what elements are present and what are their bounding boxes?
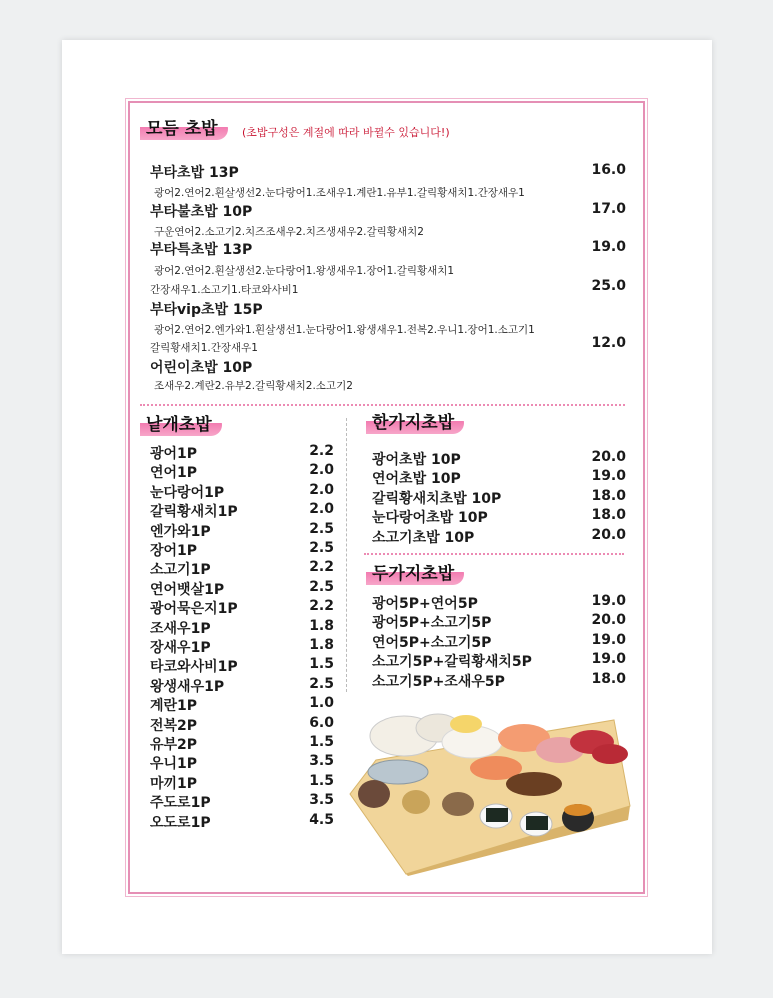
set-item-desc: 광어2.연어2.엔가와1.흰살생선1.눈다랑어1.왕생새우1.전복2.우니1.장어1.소고기1 bbox=[154, 324, 535, 336]
section-divider bbox=[364, 553, 624, 555]
section-divider bbox=[140, 404, 625, 406]
set-item-name: 부타특초밥 13P bbox=[150, 242, 253, 258]
menu-item-price: 20.0 bbox=[591, 526, 626, 543]
menu-item-name: 갈릭황새치1P bbox=[150, 504, 238, 521]
set-item-price: 25.0 bbox=[591, 278, 626, 294]
menu-item-name: 타코와사비1P bbox=[150, 659, 238, 676]
menu-item-price: 19.0 bbox=[591, 651, 626, 668]
menu-item-price: 18.0 bbox=[591, 507, 626, 524]
menu-item-price: 2.2 bbox=[309, 598, 334, 615]
column-divider bbox=[346, 418, 347, 692]
set-item-name: 부타vip초밥 15P bbox=[150, 302, 263, 318]
two-kind-menu-title: 두가지초밥 bbox=[366, 563, 464, 585]
menu-item-price: 6.0 bbox=[309, 714, 334, 731]
menu-item-price: 18.0 bbox=[591, 487, 626, 504]
menu-item-name: 광어5P+소고기5P bbox=[372, 615, 492, 632]
menu-item-price: 1.5 bbox=[309, 656, 334, 673]
set-menu-note: (초밥구성은 계절에 따라 바뀔수 있습니다!) bbox=[242, 126, 450, 139]
menu-item-price: 2.0 bbox=[309, 501, 334, 518]
menu-item-price: 2.5 bbox=[309, 578, 334, 595]
menu-item-price: 2.2 bbox=[309, 559, 334, 576]
set-item-name: 부타초밥 13P bbox=[150, 165, 239, 181]
menu-item-name: 장어1P bbox=[150, 543, 198, 559]
menu-item-price: 19.0 bbox=[591, 631, 626, 648]
set-item-price: 12.0 bbox=[591, 335, 626, 351]
menu-item-price: 2.2 bbox=[309, 443, 334, 459]
menu-item-price: 4.5 bbox=[309, 811, 334, 828]
menu-item-price: 1.5 bbox=[309, 772, 334, 789]
menu-item-name: 갈릭황새치초밥 10P bbox=[372, 490, 502, 507]
menu-item-name: 장새우1P bbox=[150, 640, 211, 656]
menu-item-price: 1.8 bbox=[309, 637, 334, 653]
sushi-platter-illustration bbox=[346, 698, 632, 876]
set-item-price: 19.0 bbox=[591, 239, 626, 255]
menu-item-name: 소고기5P+갈릭황새치5P bbox=[372, 654, 532, 671]
menu-item-name: 광어초밥 10P bbox=[372, 452, 461, 468]
set-item-desc: 광어2.연어2.흰살생선2.눈다랑어1.왕생새우1.장어1.갈릭황새치1 bbox=[154, 265, 455, 277]
menu-item-name: 광어묵은지1P bbox=[150, 601, 238, 618]
set-item-price: 17.0 bbox=[591, 201, 626, 217]
menu-item-name: 연어1P bbox=[150, 465, 198, 482]
menu-item-price: 1.5 bbox=[309, 734, 334, 750]
menu-item-name: 소고기초밥 10P bbox=[372, 529, 475, 546]
menu-item-price: 19.0 bbox=[591, 468, 626, 485]
menu-item-name: 눈다랑어초밥 10P bbox=[372, 510, 488, 527]
menu-item-price: 2.5 bbox=[309, 520, 334, 537]
menu-item-price: 20.0 bbox=[591, 612, 626, 629]
single-menu-title: 낱개초밥 bbox=[140, 414, 222, 436]
menu-item-name: 연어초밥 10P bbox=[372, 471, 461, 488]
set-item-price: 16.0 bbox=[591, 162, 626, 178]
set-item-desc: 간장새우1.소고기1.타코와사비1 bbox=[150, 284, 299, 296]
menu-item-name: 연어뱃살1P bbox=[150, 581, 225, 598]
menu-item-name: 연어5P+소고기5P bbox=[372, 634, 492, 651]
set-item-name: 어린이초밥 10P bbox=[150, 360, 253, 376]
set-item-desc: 갈릭황새치1.간장새우1 bbox=[150, 342, 258, 354]
menu-item-price: 1.0 bbox=[309, 695, 334, 712]
menu-item-price: 2.5 bbox=[309, 540, 334, 556]
menu-item-name: 광어5P+연어5P bbox=[372, 596, 478, 612]
menu-item-name: 조새우1P bbox=[150, 620, 211, 637]
menu-item-price: 18.0 bbox=[591, 670, 626, 687]
menu-item-name: 눈다랑어1P bbox=[150, 484, 225, 501]
menu-item-name: 주도로1P bbox=[150, 795, 211, 812]
menu-item-name: 전복2P bbox=[150, 717, 198, 734]
menu-item-name: 왕생새우1P bbox=[150, 678, 225, 695]
menu-item-price: 2.0 bbox=[309, 481, 334, 498]
set-item-desc: 광어2.연어2.흰살생선2.눈다랑어1.조새우1.계란1.유부1.갈릭황새치1.간장새우1 bbox=[154, 187, 525, 199]
one-kind-menu-title: 한가지초밥 bbox=[366, 412, 464, 434]
menu-item-price: 1.8 bbox=[309, 617, 334, 634]
set-menu-title: 모듬 초밥 bbox=[140, 118, 228, 140]
menu-item-name: 오도로1P bbox=[150, 814, 211, 831]
menu-item-price: 3.5 bbox=[309, 792, 334, 809]
menu-item-price: 2.5 bbox=[309, 675, 334, 692]
set-item-name: 부타불초밥 10P bbox=[150, 204, 253, 220]
menu-item-name: 우니1P bbox=[150, 756, 198, 773]
menu-item-name: 마끼1P bbox=[150, 775, 198, 792]
set-item-desc: 구운연어2.소고기2.치즈조새우2.치즈생새우2.갈릭황새치2 bbox=[154, 226, 424, 238]
menu-item-name: 엔가와1P bbox=[150, 523, 211, 540]
menu-item-price: 2.0 bbox=[309, 462, 334, 479]
menu-item-name: 소고기5P+조새우5P bbox=[372, 673, 505, 690]
menu-item-price: 19.0 bbox=[591, 593, 626, 609]
menu-item-name: 계란1P bbox=[150, 698, 198, 715]
menu-item-price: 20.0 bbox=[591, 449, 626, 465]
menu-item-name: 광어1P bbox=[150, 446, 198, 462]
menu-item-name: 소고기1P bbox=[150, 562, 211, 579]
set-item-desc: 조새우2.계란2.유부2.갈릭황새치2.소고기2 bbox=[154, 380, 353, 392]
menu-item-price: 3.5 bbox=[309, 753, 334, 770]
menu-item-name: 유부2P bbox=[150, 737, 198, 753]
